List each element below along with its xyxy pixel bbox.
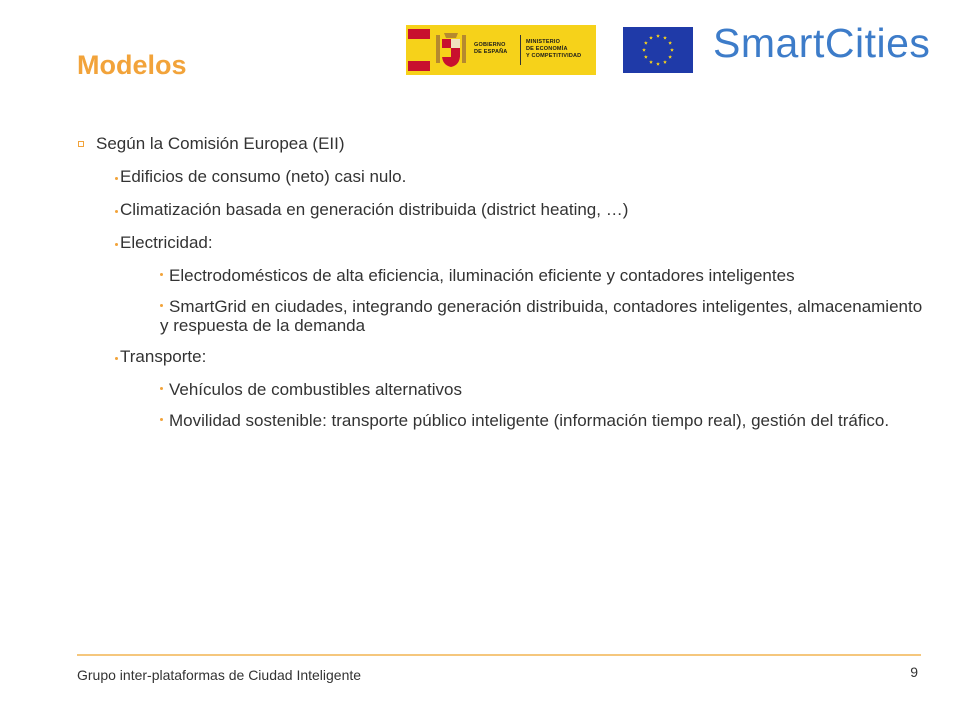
sub-list-item-text: Electrodomésticos de alta eficiencia, iluminación eficiente y contadores inteligentes [169, 266, 795, 285]
eu-star-icon [668, 55, 672, 59]
sub-list-item [78, 266, 928, 285]
list-item-text: Transporte: [120, 347, 207, 366]
bullet-dot-icon [115, 357, 118, 360]
list-item-text: Edificios de consumo (neto) casi nulo. [120, 167, 407, 186]
slide-title: Modelos [77, 50, 187, 80]
ministerio-text: MINISTERIO DE ECONOMÍA Y COMPETITIVIDAD [526, 39, 582, 59]
eu-star-icon [649, 36, 653, 40]
gobierno-ministerio-logo [406, 25, 596, 75]
bullet-dot-icon [115, 177, 118, 180]
eu-star-icon [642, 48, 646, 52]
sub-list-item-text: SmartGrid en ciudades, integrando generación distribuida, contadores inteligentes, almacenamiento y respuesta de la demanda [160, 297, 923, 335]
list-item [78, 233, 928, 253]
sub-list-item-text: Movilidad sostenible: transporte público inteligente (información tiempo real), gestión del tráfico. [169, 411, 890, 430]
sub-list-item-text: Vehículos de combustibles alternativos [169, 380, 462, 399]
bullet-heading [78, 134, 928, 154]
bullet-dot-icon [115, 210, 118, 213]
list-item [78, 347, 928, 367]
list-item-text: Climatización basada en generación distribuida (district heating, …) [120, 200, 629, 219]
bullet-dot-icon [160, 304, 163, 307]
eu-star-icon [663, 36, 667, 40]
eu-star-icon [644, 41, 648, 45]
coat-of-arms-icon [436, 31, 466, 69]
sub-list-item [78, 297, 928, 335]
eu-star-icon [663, 60, 667, 64]
square-bullet-icon [78, 141, 84, 147]
footer-text: Grupo inter-plataformas de Ciudad Inteligente [77, 667, 362, 683]
gobierno-text: GOBIERNO DE ESPAÑA [474, 42, 508, 55]
eu-flag-icon [623, 27, 693, 73]
sub-list-item [78, 380, 928, 399]
sub-list-item [78, 411, 928, 430]
eu-star-icon [656, 62, 660, 66]
bullet-dot-icon [115, 243, 118, 246]
eu-star-icon [670, 48, 674, 52]
smartcities-logo: SmartCities [713, 20, 931, 66]
slide-body [78, 134, 928, 442]
bullet-dot-icon [160, 418, 163, 421]
footer-divider [77, 654, 921, 656]
bullet-dot-icon [160, 387, 163, 390]
eu-star-icon [656, 34, 660, 38]
logo-divider [520, 35, 521, 65]
list-item [78, 167, 928, 187]
spain-flag-icon [408, 29, 430, 71]
bullet-dot-icon [160, 273, 163, 276]
eu-star-icon [644, 55, 648, 59]
heading-text: Según la Comisión Europea (EII) [96, 134, 345, 153]
eu-star-icon [668, 41, 672, 45]
list-item [78, 200, 928, 220]
page-number: 9 [910, 664, 918, 680]
eu-star-icon [649, 60, 653, 64]
list-item-text: Electricidad: [120, 233, 213, 252]
